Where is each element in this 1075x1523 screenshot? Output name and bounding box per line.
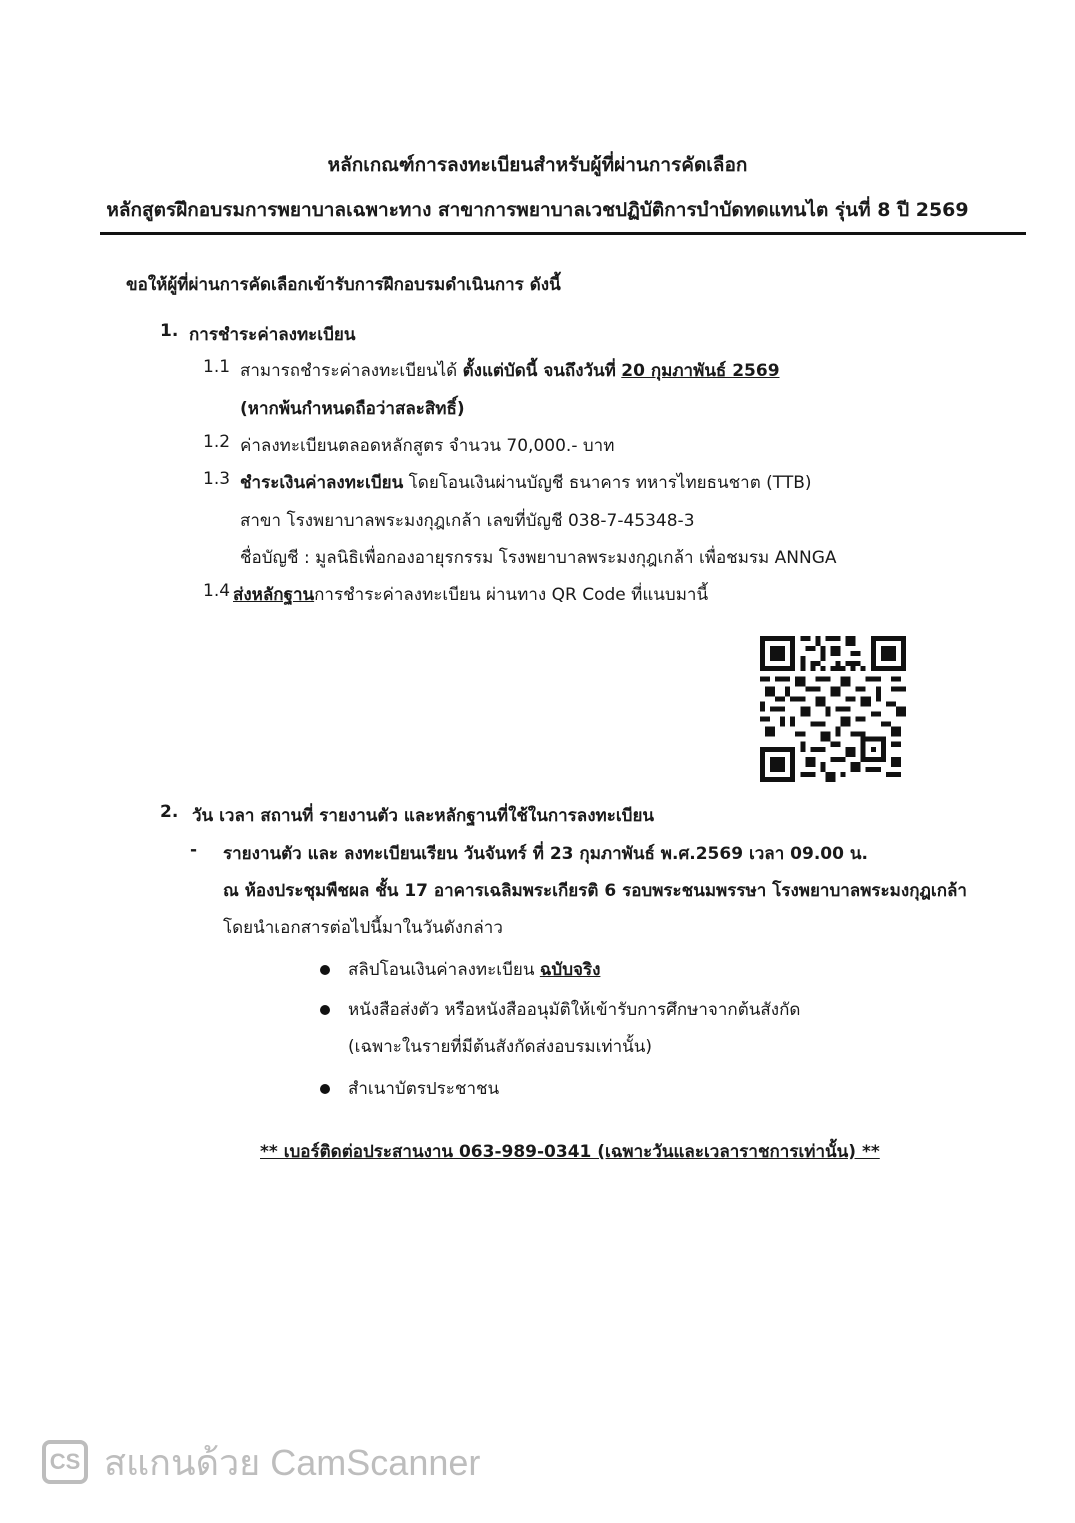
item-1-1-number: 1.1	[203, 357, 231, 377]
item-1-3-number: 1.3	[203, 469, 231, 489]
item-1-1-text: สามารถชำระค่าลงทะเบียนได้	[240, 361, 458, 381]
section2-dash: -	[190, 840, 198, 860]
item-1-4-text: การชำระค่าลงทะเบียน ผ่านทาง QR Code ที่แนบมานี้	[314, 585, 709, 605]
document-letter-text: หนังสือส่งตัว หรือหนังสืออนุมัติให้เข้ารับการศึกษาจากต้นสังกัด	[348, 1000, 801, 1020]
document-slip-text: สลิปโอนเงินค่าลงทะเบียน	[348, 960, 535, 980]
camscanner-text: สแกนด้วย CamScanner	[104, 1441, 481, 1483]
section2-venue-line: ณ ห้องประชุมพืชผล ชั้น 17 อาคารเฉลิมพระเกียรติ 6 รอบพระชนมพรรษา โรงพยาบาลพระมงกุฎเกล้า	[223, 881, 967, 901]
item-1-1-note: (หากพ้นกำหนดถือว่าสละสิทธิ์)	[240, 399, 465, 419]
document-slip-original: ฉบับจริง	[539, 960, 601, 980]
section1-number: 1.	[160, 321, 179, 341]
item-1-1-deadline: 20 กุมภาพันธ์ 2569	[621, 361, 780, 381]
document-item-slip	[320, 956, 600, 983]
item-1-2-number: 1.2	[203, 432, 231, 452]
item-1-4-number: 1.4	[203, 581, 231, 601]
item-1-3-account-name: ชื่อบัญชี : มูลนิธิเพื่อกองอายุรกรรม โรงพยาบาลพระมงกุฎเกล้า เพื่อชมรม ANNGA	[240, 548, 837, 568]
intro-text: ขอให้ผู้ที่ผ่านการคัดเลือกเข้ารับการฝึกอบรมดำเนินการ ดังนี้	[126, 275, 561, 295]
document-letter-note: (เฉพาะในรายที่มีต้นสังกัดส่งอบรมเท่านั้น)	[348, 1037, 652, 1057]
camscanner-logo-icon: CS	[42, 1440, 88, 1484]
document-title-line1: หลักเกณฑ์การลงทะเบียนสำหรับผู้ที่ผ่านการคัดเลือก	[327, 154, 748, 176]
item-1-3-text: โดยโอนเงินผ่านบัญชี ธนาคาร ทหารไทยธนชาต (TTB)	[408, 473, 812, 493]
bullet-icon	[320, 1084, 330, 1094]
item-1-4-label: ส่งหลักฐาน	[233, 585, 315, 605]
camscanner-watermark	[42, 1438, 480, 1486]
item-1-1-line	[240, 357, 780, 384]
section2-report-line: รายงานตัว และ ลงทะเบียนเรียน วันจันทร์ ที่ 23 กุมภาพันธ์ พ.ศ.2569 เวลา 09.00 น.	[223, 844, 868, 864]
document-id-copy-text: สำเนาบัตรประชาชน	[348, 1079, 500, 1099]
qr-code-image	[760, 636, 906, 782]
item-1-2-text: ค่าลงทะเบียนตลอดหลักสูตร จำนวน 70,000.- บาท	[240, 436, 615, 456]
item-1-4-line	[233, 581, 708, 608]
header-divider	[100, 232, 1026, 235]
section2-number: 2.	[160, 802, 179, 822]
section1-heading: การชำระค่าลงทะเบียน	[189, 325, 356, 345]
item-1-3-line	[240, 469, 812, 496]
item-1-1-period: ตั้งแต่บัดนี้ จนถึงวันที่	[462, 361, 616, 381]
document-item-letter	[320, 996, 800, 1023]
bullet-icon	[320, 965, 330, 975]
document-item-id-copy	[320, 1075, 499, 1102]
item-1-3-branch: สาขา โรงพยาบาลพระมงกุฎเกล้า เลขที่บัญชี 038-7-45348-3	[240, 511, 695, 531]
contact-note: ** เบอร์ติดต่อประสานงาน 063-989-0341 (เฉพาะวันและเวลาราชการเท่านั้น) **	[260, 1142, 880, 1162]
item-1-3-label: ชำระเงินค่าลงทะเบียน	[240, 473, 404, 493]
section2-heading: วัน เวลา สถานที่ รายงานตัว และหลักฐานที่ใช้ในการลงทะเบียน	[192, 806, 655, 826]
bullet-icon	[320, 1005, 330, 1015]
section2-documents-intro: โดยนำเอกสารต่อไปนี้มาในวันดังกล่าว	[223, 918, 503, 938]
document-title-line2: หลักสูตรฝึกอบรมการพยาบาลเฉพาะทาง สาขาการพยาบาลเวชปฏิบัติการบำบัดทดแทนไต รุ่นที่ 8 ปี 2569	[106, 199, 969, 221]
